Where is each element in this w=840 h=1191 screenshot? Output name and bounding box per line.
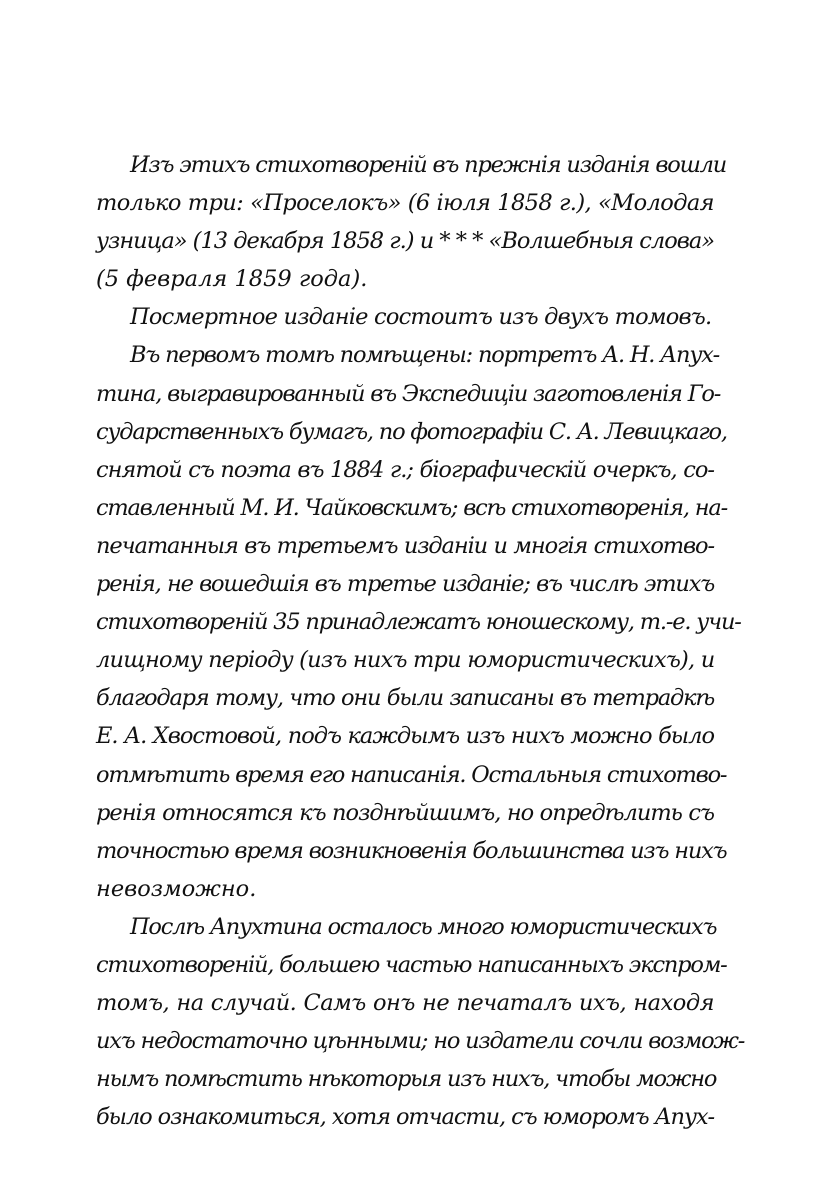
text-line: печатанныя въ третьемъ изданіи и многія стихотво- [96, 532, 714, 559]
text-line: ставленный М. И. Чайковскимъ; всѣ стихотворенія, на- [96, 494, 727, 521]
text-line: стихотвореній 35 принадлежатъ юношескому, т.-е. учи- [96, 609, 741, 636]
text-line: было ознакомиться, хотя отчасти, съ юморомъ Апух- [96, 1104, 714, 1131]
text-line: узница» (13 декабря 1858 г.) и * * * «Волшебныя слова» [96, 228, 715, 255]
text-line: ренія, не вошедшія въ третье изданіе; въ числѣ этихъ [96, 571, 714, 598]
text-line: ренія относятся къ позднѣйшимъ, но опредѣлить съ [96, 799, 714, 826]
text-line: точностью время возникновенія большинства изъ нихъ [96, 837, 727, 864]
text-line: тина, выгравированный въ Экспедиціи заготовленія Го- [96, 380, 721, 407]
text-line: снятой съ поэта въ 1884 г.; біографическій очеркъ, со- [96, 456, 714, 483]
paragraph [96, 146, 727, 298]
paragraph [96, 908, 745, 1137]
paragraph [96, 336, 741, 907]
text-line: Изъ этихъ стихотвореній въ прежнія изданія вошли [130, 152, 727, 178]
text-line: стихотвореній, большею частью написанныхъ экспром- [96, 951, 727, 978]
text-line: Въ первомъ томѣ помѣщены: портретъ А. Н. Апух- [130, 342, 720, 369]
text-line: лищному періоду (изъ нихъ три юмористическихъ), и [96, 647, 715, 674]
text-line: (5 февраля 1859 года). [96, 266, 368, 293]
text-line: томъ, на случай. Самъ онъ не печаталъ ихъ, находя [96, 990, 714, 1017]
text-line: только три: «Проселокъ» (6 іюля 1858 г.), «Молодая [96, 190, 714, 217]
page-text [96, 146, 745, 1136]
text-line: Посмертное изданіе состоитъ изъ двухъ томовъ. [130, 304, 712, 331]
text-line: отмѣтить время его написанія. Остальныя стихотво- [96, 761, 727, 788]
text-line: благодаря тому, что они были записаны въ тетрадкѣ [96, 685, 714, 712]
paragraph [96, 298, 714, 336]
text-line: нымъ помѣстить нѣкоторыя изъ нихъ, чтобы можно [96, 1066, 717, 1093]
text-line: Е. А. Хвостовой, подъ каждымъ изъ нихъ можно было [96, 723, 714, 750]
text-line: невозможно. [96, 875, 257, 902]
text-line: сударственныхъ бумагъ, по фотографіи С. А. Левицкаго, [96, 418, 727, 445]
text-line: ихъ недостаточно цѣнными; но издатели сочли возмож- [96, 1028, 745, 1055]
text-line: Послѣ Апухтина осталось много юмористическихъ [130, 913, 717, 940]
